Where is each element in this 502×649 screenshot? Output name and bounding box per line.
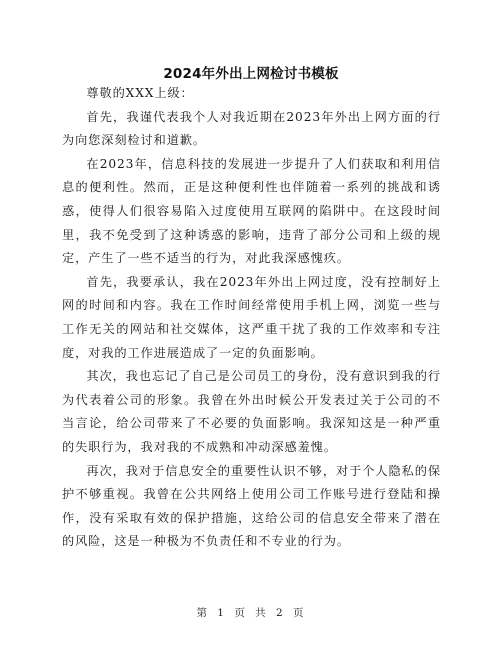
paragraph-2: 在2023年，信息科技的发展进一步提升了人们获取和利用信息的便利性。然而，正是这种便利性也伴随着一系列的挑战和诱惑，使得人们很容易陷入过度使用互联网的陷阱中。在这段时间里，我不免受到了这种诱惑的影响，违背了部分公司和上级的规定，产生了一些不适当的行为，对此我深感愧疚。 <box>62 156 441 266</box>
document-title: 2024年外出上网检讨书模板 <box>163 66 339 82</box>
paragraph-3: 首先，我要承认，我在2023年外出上网过度，没有控制好上网的时间和内容。我在工作时间经常使用手机上网，浏览一些与工作无关的网站和社交媒体，这严重干扰了我的工作效率和专注度，对我的工作进展造成了一定的负面影响。 <box>62 274 441 360</box>
page-number-footer: 第 1 页 共 2 页 <box>196 607 306 619</box>
salutation: 尊敬的XXX上级： <box>86 86 194 100</box>
paragraph-1: 首先，我谨代表我个人对我近期在2023年外出上网方面的行为向您深刻检讨和道歉。 <box>62 109 441 148</box>
document-body <box>62 82 441 554</box>
paragraph-4: 其次，我也忘记了自己是公司员工的身份，没有意识到我的行为代表着公司的形象。我曾在外出时候公开发表过关于公司的不当言论，给公司带来了不必要的负面影响。我深知这是一种严重的失职行为，我对我的不成熟和冲动深感羞愧。 <box>62 369 441 454</box>
paragraph-5: 再次，我对于信息安全的重要性认识不够，对于个人隐私的保护不够重视。我曾在公共网络上使用公司工作账号进行登陆和操作，没有采取有效的保护措施，这给公司的信息安全带来了潜在的风险，这是一种极为不负责任和不专业的行为。 <box>62 463 441 549</box>
